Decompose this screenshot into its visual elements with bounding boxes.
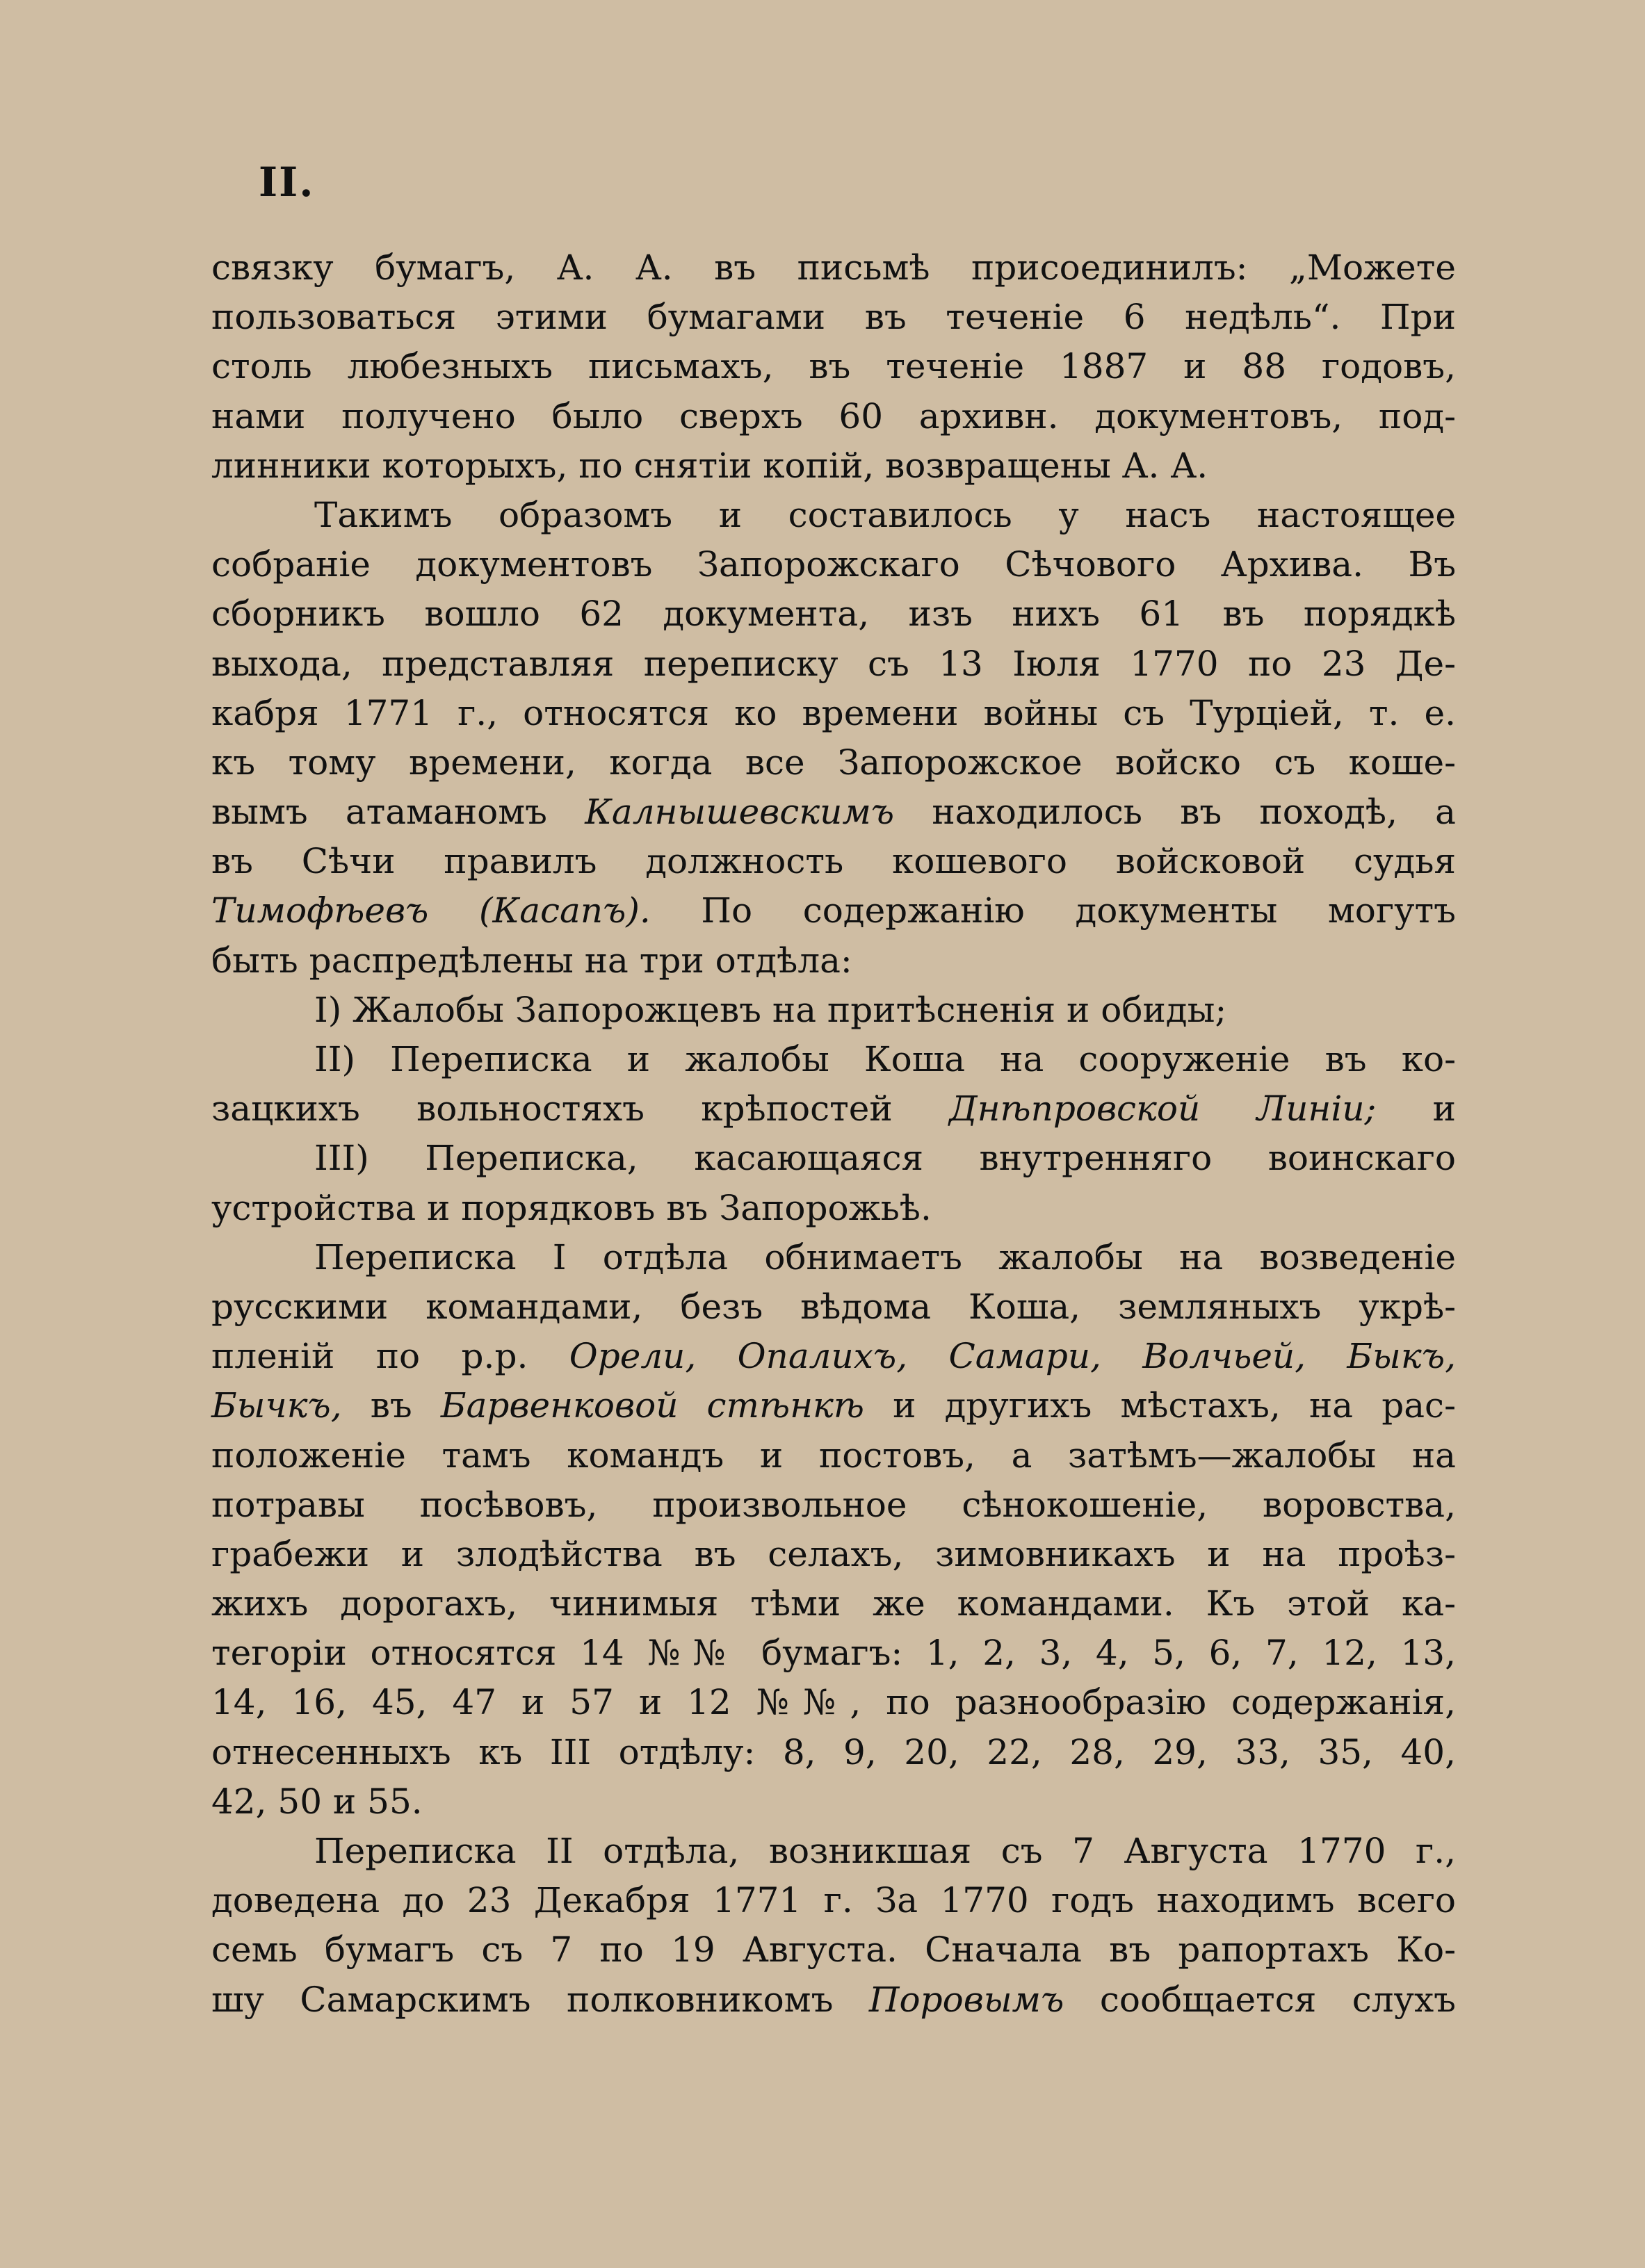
line-text: находилось въ походѣ, а (932, 792, 1456, 833)
line-text: пользоваться этими бумагами въ теченіе 6 недѣль“. При (211, 297, 1456, 338)
text-line (211, 1084, 1456, 1134)
line-text: устройства и порядковъ въ Запорожьѣ. (211, 1187, 932, 1228)
line-text: жихъ дорогахъ, чинимыя тѣми же командами. Къ этой ка- (211, 1583, 1456, 1624)
line-text: пленій по р.р. (211, 1336, 528, 1377)
line-text: семь бумагъ съ 7 по 19 Августа. Сначала въ рапортахъ Ко- (211, 1930, 1456, 1971)
line-text: и другихъ мѣстахъ, на рас- (893, 1385, 1456, 1426)
line-text: I) Жалобы Запорожцевъ на притѣсненія и обиды; (314, 989, 1227, 1030)
text-line (211, 491, 1456, 540)
line-text: въ (370, 1385, 412, 1426)
text-line (211, 392, 1456, 441)
line-text: Переписка II отдѣла, возникшая съ 7 Августа 1770 г., (314, 1831, 1456, 1871)
italic-name: Тимофѣевъ (Касапъ). (211, 890, 651, 931)
line-text: кабря 1771 г., относятся ко времени войны съ Турціей, т. е. (211, 692, 1456, 733)
text-line (211, 243, 1456, 293)
text-line (211, 1381, 1456, 1430)
text-line (211, 1827, 1456, 1876)
line-text: Такимъ образомъ и составилось у насъ настоящее (314, 494, 1456, 535)
line-text: отнесенныхъ къ III отдѣлу: 8, 9, 20, 22, 28, 29, 33, 35, 40, (211, 1731, 1456, 1772)
text-line (211, 441, 1456, 491)
line-text: и (1432, 1088, 1456, 1129)
italic-name: Днѣпровской Линіи; (948, 1088, 1377, 1129)
text-line (211, 1876, 1456, 1925)
italic-name: Барвенковой стѣнкѣ (440, 1385, 864, 1426)
italic-name: Калнышевскимъ (585, 792, 895, 833)
line-text: 42, 50 и 55. (211, 1781, 423, 1822)
text-line (211, 1975, 1456, 2025)
page-number: II. (259, 158, 315, 206)
line-text: зацкихъ вольностяхъ крѣпостей (211, 1088, 893, 1129)
line-text: въ Сѣчи правилъ должность кошевого войсковой судья (211, 841, 1456, 882)
line-text: сообщается слухъ (1099, 1979, 1456, 2020)
text-line (211, 293, 1456, 342)
line-text: выхода, представляя переписку съ 13 Іюля 1770 по 23 Де- (211, 643, 1456, 684)
italic-name: Орели, Опалихъ, Самари, Волчьей, Быкъ, (569, 1336, 1456, 1377)
text-line (211, 788, 1456, 837)
text-line (211, 1925, 1456, 1975)
text-line (211, 1678, 1456, 1727)
text-line (211, 1431, 1456, 1480)
text-line (211, 342, 1456, 391)
line-text: столь любезныхъ письмахъ, въ теченіе 1887 и 88 годовъ, (211, 346, 1456, 387)
line-text: III) Переписка, касающаяся внутренняго воинскаго (314, 1138, 1456, 1179)
text-line (211, 1282, 1456, 1332)
line-text: связку бумагъ, А. А. въ письмѣ присоединилъ: „Можете (211, 247, 1456, 288)
italic-name: Поровымъ (868, 1979, 1064, 2020)
text-line (211, 540, 1456, 589)
text-line (211, 1184, 1456, 1233)
line-text: быть распредѣлены на три отдѣла: (211, 940, 852, 981)
text-line (211, 589, 1456, 639)
line-text: потравы посѣвовъ, произвольное сѣнокошеніе, воровства, (211, 1484, 1456, 1525)
text-line (211, 689, 1456, 738)
line-text: собраніе документовъ Запорожскаго Сѣчового Архива. Въ (211, 544, 1456, 585)
text-line (211, 639, 1456, 689)
text-line (211, 1629, 1456, 1678)
text-line (211, 837, 1456, 886)
line-text: шу Самарскимъ полковникомъ (211, 1979, 834, 2020)
text-line (211, 1777, 1456, 1827)
text-line (211, 936, 1456, 986)
text-line (211, 1332, 1456, 1381)
line-text: сборникъ вошло 62 документа, изъ нихъ 61 въ порядкѣ (211, 594, 1456, 635)
text-line (211, 1530, 1456, 1579)
text-line (211, 1579, 1456, 1629)
line-text: русскими командами, безъ вѣдома Коша, земляныхъ укрѣ- (211, 1286, 1456, 1327)
text-line (211, 1035, 1456, 1084)
text-line (211, 738, 1456, 788)
line-text: 14, 16, 45, 47 и 57 и 12 №№, по разнообразію содержанія, (211, 1682, 1456, 1723)
text-line (211, 1480, 1456, 1530)
line-text: линники которыхъ, по снятіи копій, возвращены А. А. (211, 445, 1208, 486)
line-text: положеніе тамъ командъ и постовъ, а затѣмъ—жалобы на (211, 1435, 1456, 1476)
line-text: II) Переписка и жалобы Коша на сооруженіе въ ко- (314, 1039, 1456, 1079)
line-text: Переписка I отдѣла обнимаетъ жалобы на возведеніе (314, 1237, 1456, 1278)
body-text (211, 243, 1456, 2025)
line-text: тегоріи относятся 14 №№ бумагъ: 1, 2, 3, 4, 5, 6, 7, 12, 13, (211, 1633, 1456, 1674)
text-line (211, 1233, 1456, 1282)
italic-name: Бычкъ, (211, 1385, 342, 1426)
text-line (211, 986, 1456, 1035)
line-text: вымъ атаманомъ (211, 792, 547, 833)
line-text: къ тому времени, когда все Запорожское войско съ коше- (211, 742, 1456, 783)
text-line (211, 1728, 1456, 1777)
line-text: грабежи и злодѣйства въ селахъ, зимовникахъ и на проѣз- (211, 1533, 1456, 1574)
text-line (211, 886, 1456, 936)
line-text: По содержанію документы могутъ (701, 890, 1456, 931)
line-text: нами получено было сверхъ 60 архивн. документовъ, под- (211, 395, 1456, 437)
line-text: доведена до 23 Декабря 1771 г. За 1770 годъ находимъ всего (211, 1880, 1456, 1921)
text-line (211, 1134, 1456, 1183)
